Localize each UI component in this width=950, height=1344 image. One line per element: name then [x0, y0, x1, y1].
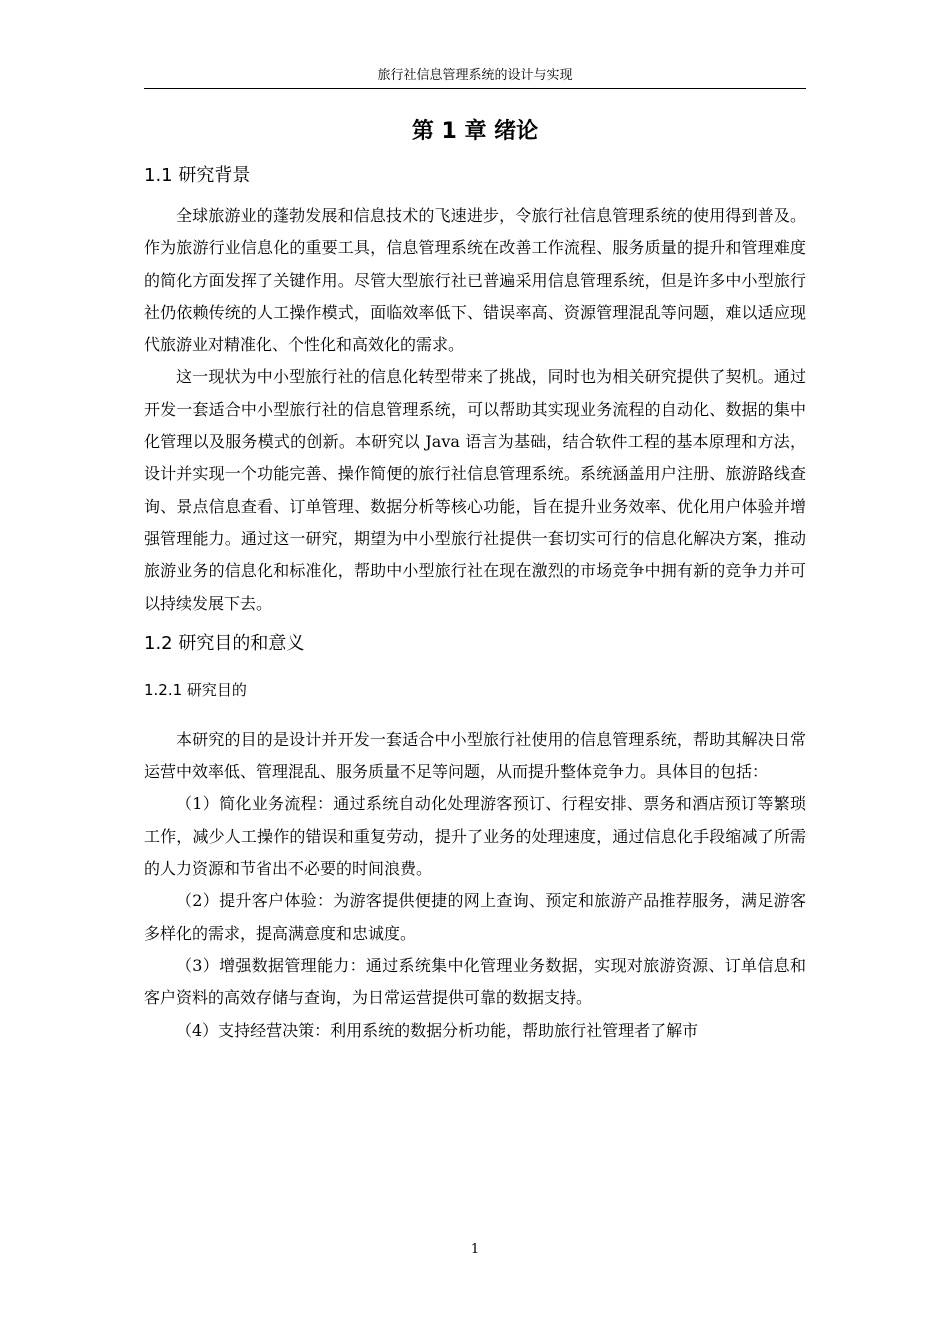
paragraph-background-2: 这一现状为中小型旅行社的信息化转型带来了挑战，同时也为相关研究提供了契机。通过开发一套适合中小型旅行社的信息管理系统，可以帮助其实现业务流程的自动化、数据的集中化管理以及服务模式的创新。本研究以 Java 语言为基础，结合软件工程的基本原理和方法，设计并实现一个功能完善、操作简便的旅行社信息管理系统。系统涵盖用户注册、旅游路线查询、景点信息查看、订单管理、数据分析等核心功能，旨在提升业务效率、优化用户体验并增强管理能力。通过这一研究，期望为中小型旅行社提供一套切实可行的信息化解决方案，推动旅游业务的信息化和标准化，帮助中小型旅行社在现在激烈的市场竞争中拥有新的竞争力并可以持续发展下去。 [144, 367, 806, 613]
page-content [144, 108, 806, 1047]
paragraph-purpose-item-3: （3）增强数据管理能力：通过系统集中化管理业务数据，实现对旅游资源、订单信息和客户资料的高效存储与查询，为日常运营提供可靠的数据支持。 [144, 955, 806, 1008]
paragraph-purpose-item-2: （2）提升客户体验：为游客提供便捷的网上查询、预定和旅游产品推荐服务，满足游客多样化的需求，提高满意度和忠诚度。 [144, 891, 806, 943]
section-title-purpose-significance: 1.2 研究目的和意义 [144, 632, 305, 654]
chapter-title: 第 1 章 绪论 [411, 119, 539, 144]
paragraph-purpose-item-1: （1）简化业务流程：通过系统自动化处理游客预订、行程安排、票务和酒店预订等繁琐工作，减少人工操作的错误和重复劳动，提升了业务的处理速度，通过信息化手段缩减了所需的人力资源和节省出不必要的时间浪费。 [144, 794, 806, 879]
subsection-title-purpose: 1.2.1 研究目的 [144, 680, 247, 699]
page-number: 1 [470, 1242, 480, 1257]
paragraph-purpose-item-4: （4）支持经营决策：利用系统的数据分析功能，帮助旅行社管理者了解市 [176, 1020, 699, 1040]
section-title-background: 1.1 研究背景 [144, 165, 251, 186]
header-rule [144, 88, 806, 89]
running-header: 旅行社信息管理系统的设计与实现 [377, 68, 573, 83]
paragraph-purpose-intro: 本研究的目的是设计并开发一套适合中小型旅行社使用的信息管理系统，帮助其解决日常运营中效率低、管理混乱、服务质量不足等问题，从而提升整体竞争力。具体目的包括： [144, 729, 806, 782]
paragraph-background-1: 全球旅游业的蓬勃发展和信息技术的飞速进步，令旅行社信息管理系统的使用得到普及。作为旅游行业信息化的重要工具，信息管理系统在改善工作流程、服务质量的提升和管理难度的简化方面发挥了关键作用。尽管大型旅行社已普遍采用信息管理系统，但是许多中小型旅行社仍依赖传统的人工操作模式，面临效率低下、错误率高、资源管理混乱等问题，难以适应现代旅游业对精准化、个性化和高效化的需求。 [144, 206, 806, 355]
